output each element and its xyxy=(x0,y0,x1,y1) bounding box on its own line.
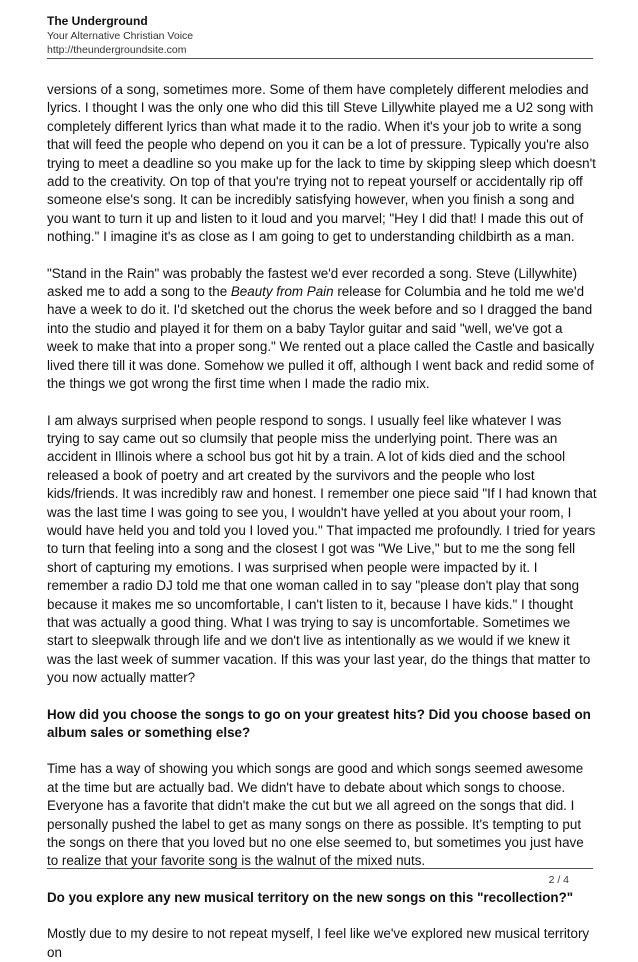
header-divider xyxy=(47,58,593,59)
interview-question-new-territory: Do you explore any new musical territory on the new songs on this "recollection?" xyxy=(47,889,574,905)
footer-divider xyxy=(47,868,593,869)
page-number: 2 / 4 xyxy=(548,874,569,886)
paragraph-we-live: I am always surprised when people respond to songs. I usually feel like whatever I was trying to say came out so clumsily that people miss the underlying point. There was an accident in Illinois where a school bus got hit by a train. A lot of kids died and the school released a book of poetry and art created by the survivors and the people who lost kids/friends. It was incredibly raw and honest. I remember one piece said "If I had known that was the last time I was going to see you, I wouldn't have yelled at you about your room, I would have held you and told you I loved you." That impacted me profoundly. I tried for years to turn that feeling into a song and the closest I got was "We Live," but to me the song fell short of capturing my emotions. I was surprised when people were impacted by it. I remember a radio DJ told me that one woman called in to say "please don't play that song because it makes me so uncomfortable, I can't listen to it, because I have kids." I thought that was actually a good thing. What I was trying to say is uncomfortable. Sometimes we start to sleepwalk through life and we don't live as intentionally as we would if we knew it was the last week of summer vacation. If this was your last year, do the things that matter to you now actually matter? xyxy=(47,412,597,686)
album-title: Beauty from Pain xyxy=(230,284,334,300)
site-tagline: Your Alternative Christian Voice xyxy=(47,30,194,42)
interview-question-greatest-hits: How did you choose the songs to go on your greatest hits? Did you choose based on album sales or something else? xyxy=(47,706,591,740)
page-header xyxy=(47,14,593,57)
site-name: The Underground xyxy=(47,14,148,28)
paragraph-songwriting-process: versions of a song, sometimes more. Some of them have completely different melodies and lyrics. I thought I was the only one who did this till Steve Lillywhite played me a U2 song with completely different lyrics than what made it to the radio. When it's your job to write a song that will feed the people who depend on you it can be a lot of pressure. Typically you're also trying to meet a deadline so you make up for the lack to time by skipping sleep which doesn't add to the creativity. On top of that you're trying not to repeat yourself or accidentally rip off someone else's song. It can be incredibly satisfying however, when you finish a song and you want to turn it up and listen to it loud and you marvel; "Hey I did that! I made this out of nothing." I imagine it's as close as I am going to get to understanding childbirth as a man. xyxy=(47,82,596,245)
paragraph-stand-in-the-rain xyxy=(47,265,597,394)
site-url: http://theundergroundsite.com xyxy=(47,44,187,56)
paragraph-text: "Stand in the Rain" was probably the fastest we'd ever recorded a song. Steve (Lillywhite) asked me to add a song to the xyxy=(47,265,578,300)
paragraph-text: release for Columbia and he told me we'd have a week to do it. I'd sketched out the chorus the week before and so I dragged the band into the studio and played it for them on a baby Taylor guitar and said "well, we've got a week to make that into a proper song." We rented out a place called the Castle and basically lived there till it was done. Somehow we pulled it off, although I went back and redid some of the things we got wrong the first time when I made the radio mix. xyxy=(47,284,595,392)
paragraph-choosing-songs: Time has a way of showing you which songs are good and which songs seemed awesome at the time but are actually bad. We didn't have to debate about which songs to choose. Everyone has a favorite that didn't make the cut but we all agreed on the songs that did. I personally pushed the label to get as many songs on there as possible. It's tempting to put the songs on there that you loved but no one else seemed to, but sometimes you just have to realize that your favorite song is the walnut of the mixed nuts. xyxy=(47,761,584,869)
article-body xyxy=(47,81,597,962)
paragraph-new-territory: Mostly due to my desire to not repeat myself, I feel like we've explored new musical territory on xyxy=(47,926,590,960)
